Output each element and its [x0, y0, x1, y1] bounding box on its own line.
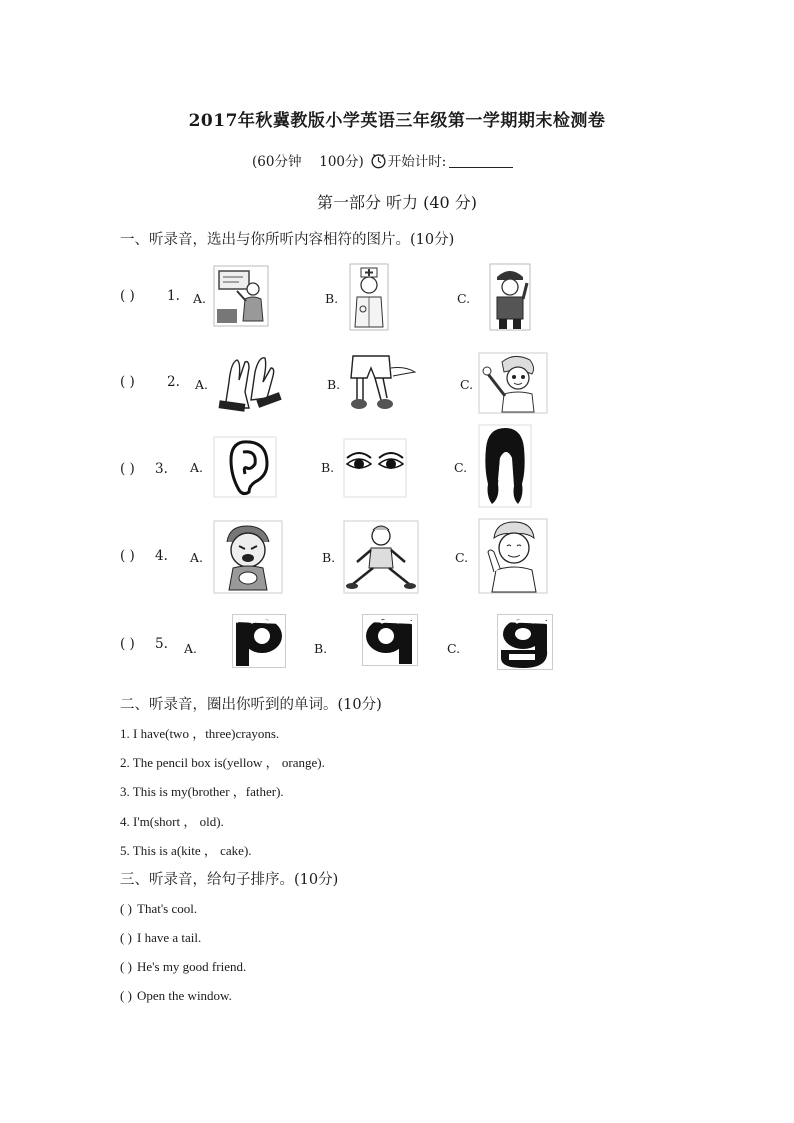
- clock-icon: [370, 152, 387, 169]
- page-title: 2017年秋冀教版小学英语三年级第一学期期末检测卷: [188, 111, 606, 131]
- option-a-label: A.: [190, 550, 204, 565]
- option-a-label: A.: [193, 291, 207, 306]
- section-two-heading: 二、听录音，圈出你听到的单词。(10分): [120, 697, 382, 713]
- question-number: 5.: [155, 636, 168, 652]
- option-b-label: B.: [321, 460, 335, 475]
- letter-q-picture[interactable]: [362, 614, 418, 666]
- police-officer-picture[interactable]: [489, 263, 531, 331]
- start-time-blank[interactable]: [449, 153, 513, 168]
- option-a-label: A.: [195, 377, 209, 392]
- exam-info: [252, 150, 513, 170]
- answer-blank[interactable]: ( ): [120, 548, 135, 564]
- question-number: 2.: [167, 374, 180, 390]
- answer-blank[interactable]: ( ): [120, 636, 135, 652]
- order-blank[interactable]: ( ): [120, 901, 132, 916]
- crying-child-picture[interactable]: [213, 520, 283, 594]
- ear-picture[interactable]: [213, 436, 277, 498]
- order-sentence: He's my good friend.: [137, 959, 247, 974]
- option-b-label: B.: [327, 377, 341, 392]
- smiling-boy-picture[interactable]: [478, 518, 548, 594]
- sitting-boy-picture[interactable]: [343, 520, 419, 594]
- letter-g-picture[interactable]: [497, 614, 553, 670]
- question-number: 3.: [155, 461, 168, 477]
- letter-p-picture[interactable]: [232, 614, 286, 668]
- section-one-heading: 一、听录音，选出与你所听内容相符的图片。(10分): [120, 232, 455, 248]
- option-c-label: C.: [454, 460, 468, 475]
- order-sentence: I have a tail.: [137, 930, 202, 945]
- option-a-label: A.: [190, 460, 204, 475]
- option-c-label: C.: [447, 641, 461, 656]
- word-choice-4: 4. I'm(short ， old).: [120, 814, 224, 829]
- question-number: 4.: [155, 548, 168, 564]
- waving-boy-picture[interactable]: [478, 352, 548, 414]
- order-blank[interactable]: ( ): [120, 959, 132, 974]
- order-sentence: Open the window.: [137, 988, 232, 1003]
- order-sentence: That's cool.: [137, 901, 198, 916]
- order-blank[interactable]: ( ): [120, 988, 132, 1003]
- legs-picture[interactable]: [345, 352, 417, 416]
- word-choice-2: 2. The pencil box is(yellow ， orange).: [120, 755, 325, 770]
- hair-picture[interactable]: [478, 424, 532, 508]
- word-choice-3: 3. This is my(brother ，father).: [120, 784, 284, 799]
- doctor-picture[interactable]: [349, 263, 389, 331]
- option-c-label: C.: [457, 291, 471, 306]
- option-b-label: B.: [325, 291, 339, 306]
- option-a-label: A.: [184, 641, 198, 656]
- exam-duration-score: (60分钟 100分): [252, 154, 364, 170]
- option-b-label: B.: [322, 550, 336, 565]
- ordering-item: [120, 898, 197, 917]
- ordering-item: [120, 985, 232, 1004]
- option-b-label: B.: [314, 641, 328, 656]
- answer-blank[interactable]: ( ): [120, 374, 135, 390]
- teacher-picture[interactable]: [213, 265, 269, 327]
- word-choice-5: 5. This is a(kite ， cake).: [120, 843, 252, 858]
- answer-blank[interactable]: ( ): [120, 461, 135, 477]
- ordering-item: [120, 927, 201, 946]
- word-choice-1: 1. I have(two ，three)crayons.: [120, 726, 280, 741]
- ordering-item: [120, 956, 246, 975]
- option-c-label: C.: [460, 377, 474, 392]
- option-c-label: C.: [455, 550, 469, 565]
- hands-picture[interactable]: [215, 352, 283, 414]
- order-blank[interactable]: ( ): [120, 930, 132, 945]
- answer-blank[interactable]: ( ): [120, 288, 135, 304]
- section-three-heading: 三、听录音，给句子排序。(10分): [120, 872, 339, 888]
- eyes-picture[interactable]: [343, 438, 407, 498]
- part-one-heading: 第一部分 听力 (40 分): [316, 193, 478, 212]
- question-number: 1.: [167, 288, 180, 304]
- start-timer-label: 开始计时:: [387, 154, 447, 170]
